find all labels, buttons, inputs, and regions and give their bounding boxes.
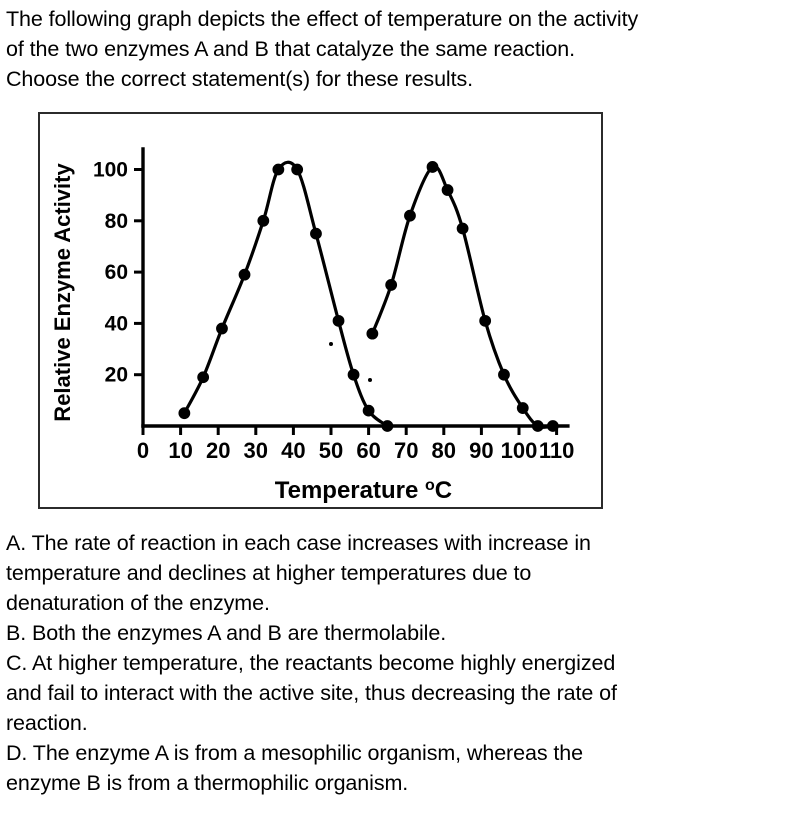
x-axis-tick-label: 50 xyxy=(318,438,344,463)
option-c-line[interactable]: reaction. xyxy=(6,711,88,735)
option-a-line[interactable]: denaturation of the enzyme. xyxy=(6,591,270,615)
answer-options xyxy=(6,528,796,798)
option-a-line[interactable]: A. The rate of reaction in each case increases with increase in xyxy=(6,531,591,555)
data-point-marker xyxy=(547,421,558,432)
enzyme-activity-figure xyxy=(38,112,603,509)
y-axis-tick-label: 20 xyxy=(104,363,128,387)
plot-area xyxy=(40,114,601,507)
data-point-marker xyxy=(292,164,303,175)
scan-artifact-speck xyxy=(368,378,372,382)
data-point-marker xyxy=(311,228,322,239)
option-c-line[interactable]: C. At higher temperature, the reactants become highly energized xyxy=(6,651,616,675)
data-point-marker xyxy=(517,403,528,414)
data-point-marker xyxy=(480,315,491,326)
data-point-marker xyxy=(239,269,250,280)
series-line-enzyme-b xyxy=(372,166,552,427)
data-point-marker xyxy=(405,210,416,221)
option-a-line[interactable]: temperature and declines at higher temperatures due to xyxy=(6,561,532,585)
x-axis-tick-label: 110 xyxy=(538,438,575,463)
x-axis-tick-label: 90 xyxy=(469,438,494,463)
x-axis-title: Temperature $^o$C xyxy=(274,476,453,504)
x-axis-tick-label: 100 xyxy=(500,438,538,463)
question-line: of the two enzymes A and B that catalyze the same reaction. xyxy=(6,37,575,61)
data-point-marker xyxy=(442,185,453,196)
question-line: Choose the correct statement(s) for these results. xyxy=(6,67,474,91)
x-axis-tick-label: 70 xyxy=(393,438,419,463)
series-line-enzyme-a xyxy=(184,162,387,426)
data-point-marker xyxy=(179,408,190,419)
x-axis-tick-label: 30 xyxy=(243,438,269,463)
data-point-marker xyxy=(386,280,397,291)
option-d-line[interactable]: D. The enzyme A is from a mesophilic organism, whereas the xyxy=(6,741,583,765)
option-d-line[interactable]: enzyme B is from a thermophilic organism. xyxy=(6,771,409,795)
data-point-marker xyxy=(258,215,269,226)
data-point-marker xyxy=(367,328,378,339)
data-point-marker xyxy=(273,164,284,175)
option-b-line[interactable]: B. Both the enzymes A and B are thermolabile. xyxy=(6,621,447,645)
x-axis-tick-label: 20 xyxy=(205,438,231,463)
x-axis-tick-label: 0 xyxy=(136,438,150,463)
data-point-marker xyxy=(427,162,438,173)
data-point-marker xyxy=(333,315,344,326)
data-point-marker xyxy=(363,405,374,416)
scan-artifact-speck xyxy=(329,342,333,346)
y-axis-title: Relative Enzyme Activity xyxy=(50,163,75,422)
y-axis-tick-label: 80 xyxy=(104,209,128,233)
enzyme-activity-chart xyxy=(40,114,601,507)
x-axis-tick-label: 40 xyxy=(281,438,306,463)
question-line: The following graph depicts the effect of temperature on the activity xyxy=(6,7,639,31)
data-point-marker xyxy=(198,372,209,383)
y-axis-tick-label: 60 xyxy=(104,261,128,285)
y-axis-tick-label: 100 xyxy=(92,158,128,182)
y-axis-tick-label: 40 xyxy=(104,312,128,336)
data-point-marker xyxy=(382,421,393,432)
x-axis-tick-label: 60 xyxy=(356,438,381,463)
option-c-line[interactable]: and fail to interact with the active site, thus decreasing the rate of xyxy=(6,681,617,705)
question-text xyxy=(6,4,796,94)
data-point-marker xyxy=(499,369,510,380)
data-point-marker xyxy=(217,323,228,334)
data-point-marker xyxy=(348,369,359,380)
data-point-marker xyxy=(457,223,468,234)
x-axis-tick-label: 80 xyxy=(431,438,457,463)
x-axis-tick-label: 10 xyxy=(168,438,193,463)
data-point-marker xyxy=(532,421,543,432)
